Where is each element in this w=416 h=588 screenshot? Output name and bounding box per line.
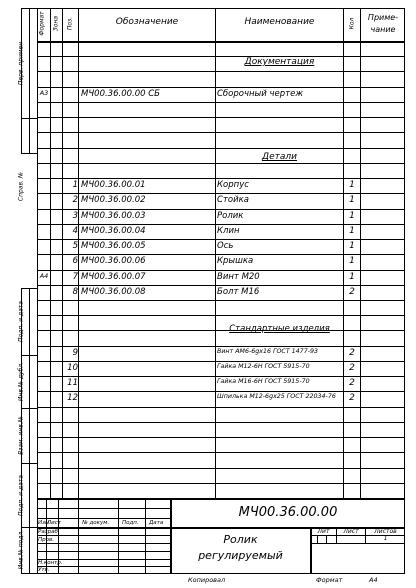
row-line — [37, 117, 405, 118]
row-line — [37, 71, 405, 72]
row-pos: 12 — [67, 393, 78, 403]
header-pos: Поз. — [66, 16, 74, 31]
row-line — [37, 452, 405, 453]
row-line — [37, 163, 405, 164]
tb-col-podp: Подп. — [122, 520, 139, 526]
section-parts: Детали — [262, 152, 297, 162]
row-qty: 2 — [349, 363, 355, 373]
row-line — [37, 254, 405, 255]
row-pos: 11 — [67, 378, 78, 388]
tb-hline-2 — [37, 518, 170, 519]
row-format: А4 — [39, 272, 49, 280]
row-name: Гайка М16-6Н ГОСТ 5915-70 — [217, 378, 310, 385]
header-bottom-line — [37, 41, 405, 43]
tb-utv: Утв. — [38, 567, 50, 573]
row-name: Винт АМ6-6gх16 ГОСТ 1477-93 — [217, 348, 318, 355]
title-name-line2: регулируемый — [198, 549, 283, 562]
row-pos: 9 — [72, 348, 78, 358]
row-line — [37, 300, 405, 301]
row-pos: 4 — [72, 226, 78, 236]
tb-hline-6 — [37, 551, 170, 552]
row-line — [37, 285, 405, 286]
tb-razrab: Разраб. — [38, 529, 60, 535]
tb-vline-5 — [145, 498, 146, 574]
row-pos: 6 — [72, 256, 78, 266]
row-name: Гайка М12-6Н ГОСТ 5915-70 — [217, 363, 310, 370]
row-line — [37, 315, 405, 316]
row-name: Стойка — [217, 195, 249, 205]
row-designation: МЧ00.36.00.02 — [81, 195, 146, 205]
row-line — [37, 148, 405, 149]
tb-col-list: Лист — [47, 520, 61, 526]
tb-listov-label: Листов — [374, 528, 397, 535]
row-pos: 10 — [67, 363, 78, 373]
row-name: Болт М16 — [217, 287, 260, 297]
footer-kopiroval: Копировал — [188, 576, 226, 584]
header-zone: Зона — [52, 15, 60, 32]
row-designation: МЧ00.36.00.01 — [81, 180, 146, 190]
side-label-vzam-inv: Взам. инв.№ — [17, 416, 25, 455]
row-name: Корпус — [217, 180, 249, 190]
row-pos: 2 — [72, 195, 78, 205]
row-name: Шпилька М12-6gх25 ГОСТ 22034-76 — [217, 393, 336, 400]
row-line — [37, 239, 405, 240]
tb-hline-4 — [37, 535, 170, 536]
side-label-perv-primen: Перв. примен — [17, 41, 25, 86]
row-line — [37, 87, 405, 88]
row-line — [37, 437, 405, 438]
tb-vline-4 — [118, 498, 119, 574]
row-qty: 1 — [349, 211, 355, 221]
col-line-zone — [62, 8, 63, 498]
row-line — [37, 376, 405, 377]
row-pos: 8 — [72, 287, 78, 297]
section-standard: Стандартные изделия — [229, 324, 330, 334]
row-line — [37, 391, 405, 392]
side-label-podp-data-bottom: Подп. и дата — [17, 475, 25, 516]
row-line — [37, 407, 405, 408]
row-name: Винт М20 — [217, 272, 260, 282]
row-designation: МЧ00.36.00.06 — [81, 256, 146, 266]
tb-col-izm: Изм — [38, 520, 50, 526]
row-name: Ролик — [217, 211, 244, 221]
title-block-top-line — [37, 498, 405, 500]
row-pos: 1 — [72, 180, 78, 190]
title-name-line1: Ролик — [223, 533, 258, 546]
side-label-podp-data-top: Подп. и дата — [17, 301, 25, 342]
row-designation: МЧ00.36.00.07 — [81, 272, 146, 282]
header-note-line2: чание — [370, 25, 396, 34]
row-qty: 2 — [349, 378, 355, 388]
tb-lit-line2 — [310, 543, 405, 544]
header-qty: Кол — [348, 17, 356, 30]
row-qty: 2 — [349, 393, 355, 403]
row-name: Клин — [217, 226, 240, 236]
footer-format-label: Формат — [316, 576, 343, 584]
row-qty: 1 — [349, 180, 355, 190]
col-line-qty — [360, 8, 361, 498]
footer-format-value: А4 — [369, 576, 378, 584]
section-documentation: Документация — [244, 57, 315, 67]
header-format: Формат — [38, 11, 46, 36]
row-name: Ось — [217, 241, 234, 251]
tb-col-ndok: № докум. — [82, 520, 110, 526]
row-pos: 5 — [72, 241, 78, 251]
row-qty: 1 — [349, 241, 355, 251]
row-line — [37, 361, 405, 362]
row-designation: МЧ00.36.00.00 СБ — [81, 89, 160, 99]
row-designation: МЧ00.36.00.05 — [81, 241, 146, 251]
row-designation: МЧ00.36.00.03 — [81, 211, 146, 221]
tb-lit-label: Лит — [317, 528, 330, 535]
tb-nkontr: Н.контр. — [38, 560, 63, 566]
row-name: Крышка — [217, 256, 254, 266]
header-designation: Обозначение — [115, 17, 179, 27]
row-line — [37, 483, 405, 484]
row-line — [37, 422, 405, 423]
row-format: А3 — [39, 89, 49, 97]
title-code: МЧ00.36.00.00 — [238, 505, 338, 520]
row-qty: 1 — [349, 272, 355, 282]
row-line — [37, 224, 405, 225]
side-label-inv-dubl: Инв.№ дубл. — [17, 361, 25, 402]
side-label-sprav-no: Справ. № — [17, 171, 25, 202]
row-qty: 1 — [349, 226, 355, 236]
col-line-pos — [78, 8, 79, 498]
tb-hline-1 — [37, 508, 170, 509]
row-line — [37, 178, 405, 179]
row-pos: 7 — [72, 272, 78, 282]
row-line — [37, 102, 405, 103]
row-designation: МЧ00.36.00.04 — [81, 226, 146, 236]
tb-prov: Пров. — [38, 537, 54, 543]
col-line-format — [50, 8, 51, 498]
row-designation: МЧ00.36.00.08 — [81, 287, 146, 297]
tb-lit-sub2 — [326, 535, 327, 543]
header-name: Наименование — [244, 17, 315, 27]
row-qty: 2 — [349, 287, 355, 297]
row-pos: 3 — [72, 211, 78, 221]
tb-listov-value: 1 — [383, 535, 388, 542]
row-line — [37, 132, 405, 133]
tb-vline-3 — [78, 498, 79, 574]
col-line-name — [343, 8, 344, 498]
row-line — [37, 468, 405, 469]
header-note-line1: Приме- — [367, 13, 399, 22]
row-name: Сборочный чертеж — [217, 89, 303, 99]
tb-lit-sub1 — [317, 535, 318, 543]
tb-hline-5 — [37, 543, 170, 544]
col-line-designation — [215, 8, 216, 498]
tb-col-data: Дата — [149, 520, 164, 526]
row-qty: 1 — [349, 195, 355, 205]
side-strip-inner-lower — [29, 288, 30, 574]
row-qty: 2 — [349, 348, 355, 358]
row-qty: 1 — [349, 256, 355, 266]
row-line — [37, 209, 405, 210]
side-strip-inner — [29, 8, 30, 153]
tb-hline-8 — [37, 566, 170, 567]
side-label-inv-podl: Инв.№ подл. — [17, 529, 25, 570]
tb-list-label: Лист — [343, 528, 359, 535]
